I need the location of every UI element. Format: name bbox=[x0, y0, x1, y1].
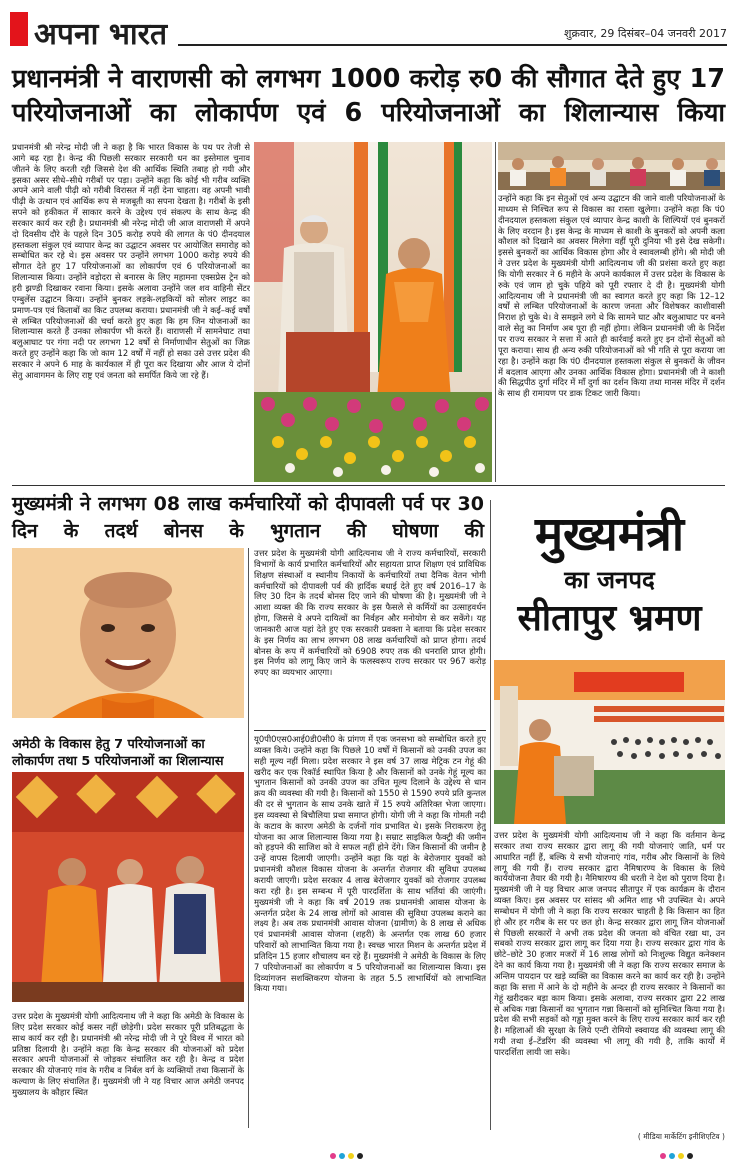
registration-dots-right bbox=[660, 1153, 693, 1159]
story3-body bbox=[254, 734, 486, 1129]
story2-portrait-graphic bbox=[12, 548, 244, 718]
footer-credit: ( मीडिया मार्केटिंग इनीशिएटिव ) bbox=[637, 1132, 725, 1141]
masthead-date: शुक्रवार, 29 दिसंबर–04 जनवरी 2017 bbox=[564, 27, 727, 40]
story4-title-block bbox=[494, 505, 725, 652]
story4-photo-graphic bbox=[494, 660, 725, 824]
section-divider-2 bbox=[254, 730, 486, 731]
story1-text-1: प्रधानमंत्री श्री नरेन्द्र मोदी जी ने कहा है कि भारत विकास के पथ पर तेजी से आगे बढ़ रहा है। केन्द्र की पिछली सरकार सरकारी धन का इस्तेमाल चुनाव जीतने के लिए करती रही जिससे देश की आर्थिक स्थिति तबाह हो गयी और इसका असर सीधे–सीधे गरीबों पर पड़ा। उन्होंने कहा कि कोई भी गरीब व्यक्ति अपने आने वाली पीढ़ी को गरीबी विरासत में नहीं देना चाहता। वह अपनी भावी पीढ़ी के उत्थान एवं आर्थिक रूप से मजबूती का सपना देखता है। गरीबों के इसी सपने को हकीकत में साकार करने के उद्देश्य एवं संकल्प के साथ केन्द्र की सरकार कार्य कर रही है। प्रधानमंत्री श्री नरेन्द्र मोदी जी आज वाराणसी में अपने दो दिवसीय दौरे के पहले दिन 305 करोड़ रुपये की लागत के पं0 दीनदयाल हस्तकला संकुल एवं व्यापार केन्द्र का उद्घाटन अवसर पर आयोजित समारोह को सम्बोधित कर रहे थे। इस अवसर पर उन्होंने लगभग 1000 करोड़ रुपये की सौगात देते हुए 17 परियोजनाओं का लोकार्पण एवं 6 परियोजनाओं का शिलान्यास किया। उन्होंने वड़ोदरा से बनारस के लिए महामना एक्सप्रेस ट्रेन को हरी झण्डी दिखाकर रवाना किया। इसके अलावा उन्होंने जल शव वाहिनी सेंटर एम्बुलेंस उद्घाटन किया। उन्होंने बुनकर लड़के-लड़कियों को सोलर लाइट का प्रमाण-पत्र एवं किताबों का किट उपलब्ध कराया। प्रधानमंत्री जी ने कई–कई वर्षों से लम्बित परियोजनाओं की चर्चा करते हुए कहा कि हम जिन योजनाओं का शिलान्यास करते हैं उनका लोकार्पण भी करते हैं। वाराणसी में सामनेघाट तथा बलुआघाट पर गंगा नदी पर लगभग 12 वर्षों से निर्माणाधीन सेतुओं का जिक्र करते हुए उन्होंने कहा कि जो काम 12 वर्षों में नहीं हो सका उसे उत्तर प्रदेश की सरकार ने अपने 6 माह के कार्यकाल में ही पूरा कर दिखाया और आज ये दोनों सेतु आवागमन के लिए राष्ट्र एवं जनता को समर्पित किये जा रहे हैं। bbox=[12, 142, 250, 380]
column-divider-1 bbox=[495, 142, 496, 482]
story2-body bbox=[254, 548, 486, 728]
story4-title-line1: मुख्यमंत्री bbox=[534, 507, 685, 562]
story1-photo-meeting bbox=[498, 142, 725, 190]
column-divider-2 bbox=[248, 548, 249, 1128]
story1-photo-modi-yogi bbox=[254, 142, 492, 482]
story1-meeting-graphic bbox=[498, 142, 725, 190]
story4-text: उत्तर प्रदेश के मुख्यमंत्री योगी आदित्यनाथ जी ने कहा कि वर्तमान केन्द्र सरकार तथा राज्य सरकार द्वारा लागू की गयी योजनाएं जाति, धर्म पर आधारित नहीं हैं, बल्कि ये सभी योजनाएं गांव, गरीब और किसानों के लिये लागू की गयी हैं। राज्य सरकार द्वारा नैमिषारण्य के विकास के लिये कार्ययोजना तैयार की गयी है। नैमिषारण्य की धरती ने देश को पुराण दिया है। मुख्यमंत्री जी ने यह विचार आज जनपद सीतापुर में एक कार्यक्रम के दौरान व्यक्त किए। इस अवसर पर सांसद श्री अमित शाह भी उपस्थित थे। अपने सम्बोधन में योगी जी ने कहा कि राज्य सरकार चाहती है कि किसान का हित हो और हर गरीब के सर पर छत हो। केन्द्र सरकार द्वारा लागू जिन योजनाओं से पिछली सरकारों ने अभी तक प्रदेश की जनता को वंचित रखा था, उन सबको राज्य सरकार द्वारा लागू कर दिया गया है। राज्य सरकार द्वारा गांव के छोटे–छोटे 30 हजार मजरों में 16 लाख लोगों को निःशुल्क विद्युत कनेक्शन देने का कार्य किया गया है। मुख्यमंत्री जी ने कहा कि राज्य सरकार समाज के अन्तिम पायदान पर खड़े व्यक्ति का विकास करने का कार्य कर रही है। उन्होंने कहा कि सत्ता में आने के दो महीने के अन्दर ही राज्य सरकार ने किसानों का गेहूं खरीदकर बड़ा काम किया। इसके अलावा, राज्य सरकार द्वारा 22 लाख से अधिक गन्ना किसानों का भुगतान गन्ना किसानों को सुनिश्चित किया गया है। प्रदेश की सभी सड़कों को गड्ढा मुक्त करने के लिए राज्य सरकार कार्य कर रही है। महिलाओं की सुरक्षा के लिये एन्टी रोमियो स्क्वायड की व्यवस्था लागू की गयी तथा ई–टेंडरिंग की व्यवस्था भी लागू की गयी है, ताकि कार्यों में पारदर्शिता लायी जा सके। bbox=[494, 830, 725, 1057]
story3-photo-graphic bbox=[12, 772, 244, 1002]
story3-caption-text: उत्तर प्रदेश के मुख्यमंत्री योगी आदित्यनाथ जी ने कहा कि अमेठी के विकास के लिए प्रदेश सरकार कोई कसर नहीं छोड़ेगी। प्रदेश सरकार पूरी प्रतिबद्धता के साथ कार्य कर रही है। प्रधानमंत्री श्री नरेन्द्र मोदी जी ने पूरे विश्व में भारत को प्रतिष्ठा दिलायी है। उन्होंने कहा कि केन्द्र सरकार की योजनाओं को प्रदेश सरकार अपनी योजनाओं से जोड़कर संचालित कर रही है। केन्द्र व प्रदेश सरकार की योजनाएं गांव के गरीब व निर्बल वर्ग के व्यक्तियों तथा किसानों के कल्याण के लिए संचालित हैं। मुख्यमंत्री जी ने यह विचार आज अमेठी जनपद मुख्यालय के कौहार स्थित bbox=[12, 1011, 244, 1097]
story3-caption bbox=[12, 1011, 244, 1129]
story2-headline: मुख्यमंत्री ने लगभग 08 लाख कर्मचारियों को दीपावली पर्व पर 30 दिन के तदर्थ बोनस के भुगतान की घोषणा की bbox=[12, 493, 484, 542]
story3-text: यू0पी0एस0आई0डी0सी0 के प्रांगण में एक जनसभा को सम्बोधित करते हुए व्यक्त किये। उन्होंने कहा कि पिछले 10 वर्षों में किसानों को उनकी उपज का सही मूल्य नहीं मिला। प्रदेश सरकार ने इस वर्ष 37 लाख मेट्रिक टन गेहूं की खरीद कर एक रिकॉर्ड स्थापित किया है और किसानों को उनके गेहूं मूल्य का भुगतान किसानों को उनकी उपज का उचित मूल्य दिलाने के उद्देश्य से धान क्रय की व्यवस्था की गयी है। किसानों को 1550 से 1590 रुपये प्रति कुन्तल की दर से भुगतान के साथ उनके खाते में 15 रुपये अतिरिक्त भेजा जाएगा। इस व्यवस्था से बिचौलिया प्रथा समाप्त होगी। योगी जी ने कहा कि गोमती नदी के कटाव के कारण अमेठी के दर्जनों गांव प्रभावित थे। इसके निराकरण हेतु योजना का आज शिलान्यास किया गया है। सम्राट साइकिल फैक्ट्री की जमीन को हड़पने की साजिश को वे सफल नहीं होने देंगे। जिन किसानों की जमीन है उन्हें वापस दिलायी जाएगी। उन्होंने कहा कि यहां के बेरोजगार युवकों को प्रधानमंत्री कौशल विकास योजना के अन्तर्गत रोजगार की सुविधा उपलब्ध करायी जाएगी। प्रदेश सरकार 4 लाख बेरोजगार युवकों को रोजगार उपलब्ध करा रही है। इस सम्बन्ध में पूरी पारदर्शिता के साथ भर्तियां की जाएंगी। मुख्यमंत्री जी ने कहा कि वर्ष 2019 तक प्रधानमंत्री आवास योजना के अन्तर्गत प्रदेश के 24 लाख लोगों को आवास की सुविधा उपलब्ध कराने का लक्ष्य है। अब तक प्रधानमंत्री आवास योजना (ग्रामीण) के 8 लाख से अधिक एवं प्रधानमंत्री आवास योजना (शहरी) के अन्तर्गत एक लाख 60 हजार परिवारों को लाभान्वित किया गया है। स्वच्छ भारत मिशन के अन्तर्गत प्रदेश में प्रतिदिन 15 हजार शौचालय बन रहे हैं। मुख्यमंत्री ने अमेठी के विकास के लिए 7 परियोजनाओं का लोकार्पण व 5 परियोजनाओं का शिलान्यास किया। इस दिव्यांगजन सशक्तिकरण योजना के तहत 5.5 लाभार्थियों को लाभान्वित किया गया। bbox=[254, 734, 486, 994]
masthead-red-block bbox=[10, 12, 28, 46]
column-divider-3 bbox=[490, 500, 491, 1130]
story4-title-line2: का जनपद bbox=[564, 565, 655, 594]
story1-headline: प्रधानमंत्री ने वाराणसी को लगभग 1000 करोड़ रु0 की सौगात देते हुए 17 परियोजनाओं का लोकार्पण एवं 6 परियोजनाओं का शिलान्यास किया bbox=[12, 64, 725, 128]
masthead bbox=[10, 8, 727, 52]
registration-dots-left bbox=[330, 1153, 363, 1159]
story3-photo-amethi bbox=[12, 772, 244, 1002]
story4-body bbox=[494, 830, 725, 1130]
masthead-rule bbox=[178, 44, 727, 46]
section-divider-1 bbox=[12, 485, 725, 486]
story1-text-3: उन्होंने कहा कि इन सेतुओं एवं अन्य उद्घाटन की जाने वाली परियोजनाओं के माध्यम से निश्चित रूप से विकास का रास्ता खुलेगा। उन्होंने कहा कि पं0 दीनदयाल हस्तकला संकुल एवं व्यापार केन्द्र काशी के शिल्पियों एवं बुनकरों के लिए वरदान है। इस केन्द्र के माध्यम से काशी के बुनकरों को अपनी कला कौशल को दिखाने का अवसर मिलेगा वहीं पूरी दुनिया भी इसे देख सकेगी। इससे बुनकरों का आर्थिक विकास होगा और वे स्वावलम्बी होंगे। श्री मोदी जी ने उत्तर प्रदेश के मुख्यमंत्री योगी आदित्यनाथ जी की प्रशंसा करते हुए कहा कि योगी सरकार ने 6 महीने के अपने कार्यकाल में उत्तर प्रदेश के विकास के रुके एवं जाम हो चुके पहिये को पूरी रफ्तार दे दी है। मुख्यमंत्री योगी आदित्यनाथ जी ने प्रधानमंत्री जी का स्वागत करते हुए कहा कि 12–12 वर्षों से लम्बित परियोजनाओं के कारण जनता और विशेषकर काशीवासी निराश हो चुके थे। वे समझने लगे थे कि सामने घाट और बलुआघाट पर बनने वाले सेतु का निर्माण अब पूरा ही नहीं होगा। लेकिन प्रधानमंत्री जी के निर्देश पर राज्य सरकार ने सत्ता में आते ही कार्रवाई करते हुए इन दोनों सेतुओं को पूरा कराया। साथ ही अन्य रुकी परियोजनाओं को भी गति से पूरा कराया जा रहा है। उन्होंने कहा कि पं0 दीनदयाल हस्तकला संकुल से बुनकरों के जीवन में बदलाव आएगा और उनका आर्थिक विकास होगा। प्रधानमंत्री जी ने काशी की सिद्धपीठ दुर्गा मंदिर में माँ दुर्गा का दर्शन किया तथा मानस मंदिर में दर्शन के साथ ही रामायण पर डाक टिकट जारी किया। bbox=[498, 193, 725, 399]
story2-text: उत्तर प्रदेश के मुख्यमंत्री योगी आदित्यनाथ जी ने राज्य कर्मचारियों, सरकारी विभागों के कार्य प्रभारित कर्मचारियों और सहायता प्राप्त शिक्षण एवं प्राविधिक शिक्षण संस्थाओं व स्थानीय निकायों के कर्मचारियों तथा दैनिक वेतन भोगी कर्मचारियों को दीपावली पर्व की हार्दिक बधाई देते हुए वर्ष 2016–17 के लिए 30 दिन के तदर्थ बोनस दिए जाने की घोषणा की है। मुख्यमंत्री जी ने आशा व्यक्त की कि राज्य सरकार के इस फैसले से कर्मियों का उत्साहवर्धन होगा, जिससे वे अपने दायित्वों का निर्वहन और मनोयोग से कर सकेंगे। यह जानकारी आज यहां देते हुए एक सरकारी प्रवक्ता ने बताया कि प्रदेश सरकार के इस निर्णय का लाभ लगभग 08 लाख कर्मचारियों को प्राप्त होगा। तदर्थ बोनस के रूप में कर्मचारियों को 6908 रुपए तक की धनराशि प्राप्त होगी। इस निर्णय को लागू किए जाने के फलस्वरूप राज्य सरकार पर 967 करोड़ रुपए का व्ययभार आएगा। bbox=[254, 548, 486, 678]
story1-column-3 bbox=[498, 193, 725, 483]
story3-headline: अमेठी के विकास हेतु 7 परियोजनाओं का लोकार्पण तथा 5 परियोजनाओं का शिलान्यास bbox=[12, 737, 224, 769]
masthead-title: अपना भारत bbox=[34, 17, 168, 52]
story4-photo-sitapur bbox=[494, 660, 725, 824]
story4-title-line3: सीतापुर भ्रमण bbox=[517, 597, 702, 639]
story1-column-1 bbox=[12, 142, 250, 482]
story1-photo-graphic bbox=[254, 142, 492, 482]
print-registration-strip bbox=[0, 1150, 737, 1162]
story2-photo-yogi-portrait bbox=[12, 548, 244, 718]
